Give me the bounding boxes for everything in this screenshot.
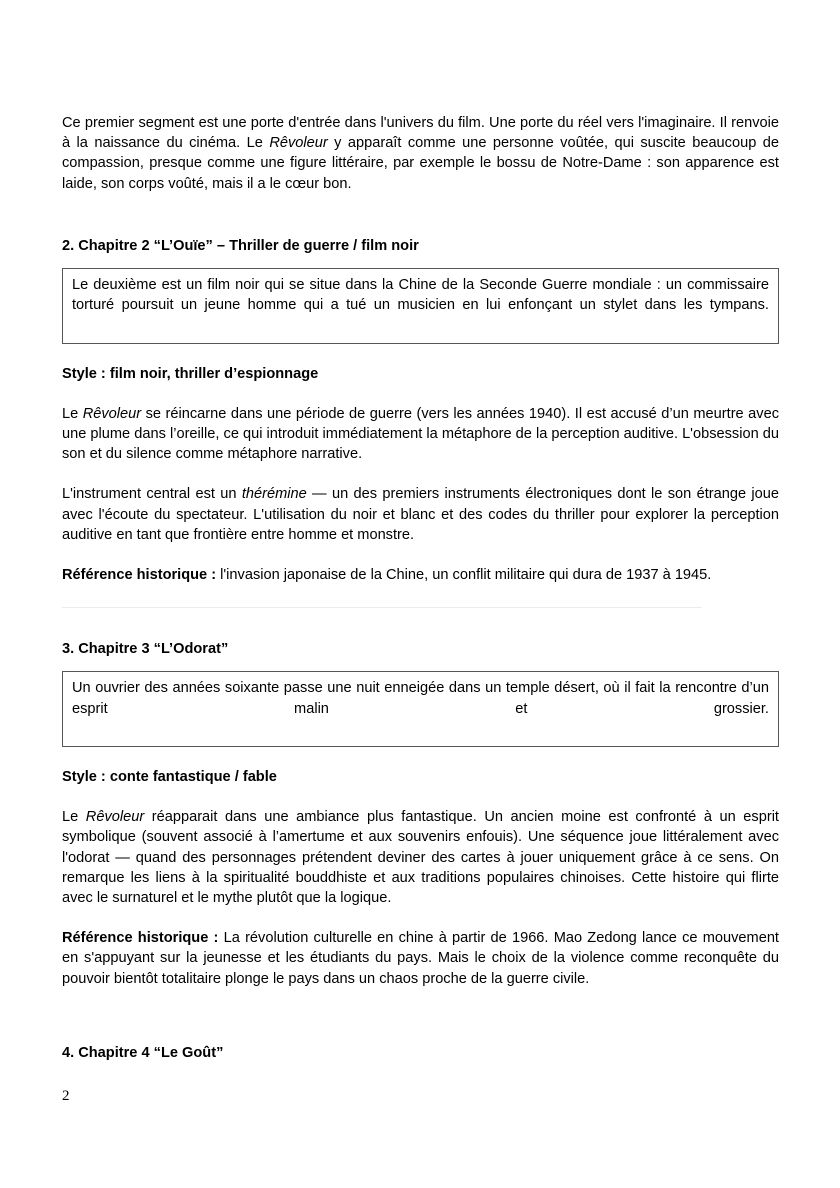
intro-italic-revoleur: Rêvoleur <box>269 135 328 152</box>
faint-horizontal-rule <box>62 607 702 608</box>
reference-label: Référence historique : <box>62 567 217 584</box>
spacer <box>62 908 779 928</box>
par-text-part2: — un des premiers instruments électroniques dont le son étrange joue avec l'écoute du spectateur. L'utilisation du noir et blanc et des codes du thriller pour explorer la perception auditive en tant que frontière entre homme et monstre. <box>62 486 779 543</box>
quote-box-chapter-3 <box>62 671 779 747</box>
intro-paragraph <box>62 113 779 194</box>
spacer <box>62 659 779 671</box>
par-text-part1: Le <box>62 809 86 826</box>
paragraph-chapter-3-1 <box>62 807 779 908</box>
page-number: 2 <box>62 1088 70 1104</box>
par-text-part2: réapparait dans une ambiance plus fantastique. Un ancien moine est confronté à un esprit symbolique (souvent associé à l’amertume et aux souvenirs enfouis). Une séquence joue littéralement avec l'odorat — quand des personnages prétendent deviner des cartes à jouer uniquement grâce à ce sens. On remarque les liens à la spiritualité bouddhiste et aux traditions populaires chinoises. Cette histoire qui flirte avec le surnaturel et le mythe plutôt que la logique. <box>62 809 779 907</box>
reference-chapter-2 <box>62 565 779 585</box>
italic-revoleur: Rêvoleur <box>85 809 145 826</box>
reference-text: l'invasion japonaise de la Chine, un conflit militaire qui dura de 1937 à 1945. <box>216 567 712 584</box>
par-text-part2: se réincarne dans une période de guerre (vers les années 1940). Il est accusé d’un meurtre avec une plume dans l’oreille, ce qui introduit immédiatement la métaphore de la perception auditive. L'obsession du son et du silence comme métaphore narrative. <box>62 405 779 463</box>
intro-text-part1: Ce premier segment est une porte d'entrée dans l'univers du film. Une porte du réel vers l'imaginaire. Il renvoie à la naissance du cinéma. Le <box>62 115 779 152</box>
spacer <box>62 344 779 364</box>
spacer <box>62 787 779 807</box>
section-heading-chapter-4: 4. Chapitre 4 “Le Goût” <box>62 1044 224 1061</box>
spacer <box>62 464 779 484</box>
section-heading-chapter-2: 2. Chapitre 2 “L’Ouïe” – Thriller de guerre / film noir <box>62 237 419 254</box>
reference-label: Référence historique : <box>62 930 219 947</box>
document-content <box>62 113 779 1063</box>
spacer <box>62 747 779 767</box>
quote-text: Un ouvrier des années soixante passe une nuit enneigée dans un temple désert, où il fait la rencontre d’un esprit malin et grossier. <box>72 680 769 717</box>
italic-theremine: thérémine <box>241 486 307 503</box>
italic-revoleur: Rêvoleur <box>82 405 142 422</box>
style-heading-chapter-2: Style : film noir, thriller d’espionnage <box>62 365 319 382</box>
quote-box-chapter-2 <box>62 268 779 344</box>
spacer <box>62 989 779 1043</box>
reference-chapter-3 <box>62 928 779 989</box>
spacer <box>62 194 779 236</box>
paragraph-chapter-2-1 <box>62 404 779 465</box>
reference-text: La révolution culturelle en chine à partir de 1966. Mao Zedong lance ce mouvement en s'appuyant sur la jeunesse et les étudiants du pays. Mais le choix de la violence comme reconquête du pouvoir bientôt totalitaire plonge le pays dans un chaos proche de la guerre civile. <box>62 930 779 987</box>
spacer <box>62 256 779 268</box>
quote-text: Le deuxième est un film noir qui se situe dans la Chine de la Seconde Guerre mondiale : un commissaire torturé poursuit un jeune homme qui a tué un musicien en lui enfonçant un stylet dans les tympans. <box>72 277 769 314</box>
style-heading-chapter-3: Style : conte fantastique / fable <box>62 769 277 786</box>
spacer <box>62 384 779 404</box>
intro-text-part2: y apparaît comme une personne voûtée, qui suscite beaucoup de compassion, presque comme une figure littéraire, par exemple le bossu de Notre-Dame : son apparence est laide, son corps voûté, mais il a le cœur bon. <box>62 135 779 192</box>
section-heading-chapter-3: 3. Chapitre 3 “L’Odorat” <box>62 641 229 658</box>
par-text-part1: Le <box>62 405 83 422</box>
spacer <box>62 545 779 565</box>
par-text-part1: L'instrument central est un <box>62 486 242 503</box>
paragraph-chapter-2-2 <box>62 484 779 545</box>
spacer <box>62 585 779 639</box>
